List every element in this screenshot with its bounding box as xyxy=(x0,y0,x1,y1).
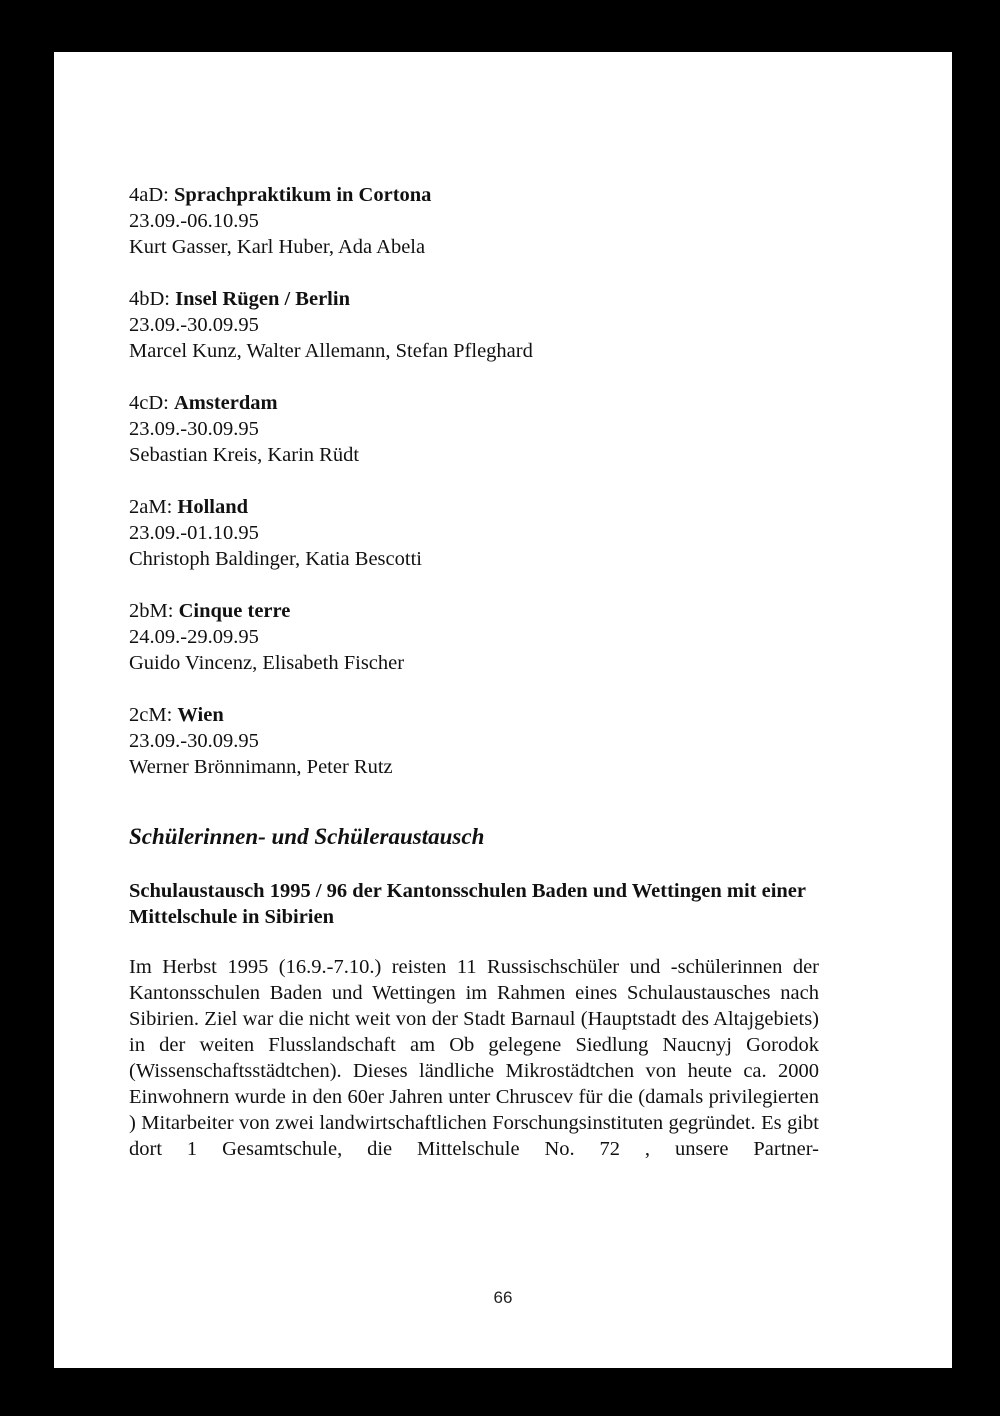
trip-destination: Wien xyxy=(177,704,224,726)
subsection-title: Schulaustausch 1995 / 96 der Kantonsschulen Baden und Wettingen mit einer Mittelschule in Sibirien xyxy=(129,880,806,928)
trip-destination: Sprachpraktikum in Cortona xyxy=(173,184,432,206)
trip-code: 4bD: xyxy=(129,288,176,310)
document-page xyxy=(54,52,952,1368)
trip-heading xyxy=(129,182,819,208)
trip-entry xyxy=(129,182,819,260)
trip-dates: 23.09.-30.09.95 xyxy=(129,314,259,336)
trip-entry xyxy=(129,390,819,468)
trip-leaders: Werner Brönnimann, Peter Rutz xyxy=(129,756,393,778)
trip-dates: 23.09.-01.10.95 xyxy=(129,522,259,544)
trip-heading xyxy=(129,494,819,520)
trip-code: 2bM: xyxy=(129,600,179,622)
trip-heading xyxy=(129,286,819,312)
trip-code: 2aM: xyxy=(129,496,178,518)
trip-code: 4cD: xyxy=(129,392,174,414)
trip-leaders: Christoph Baldinger, Katia Bescotti xyxy=(129,548,422,570)
trip-destination: Holland xyxy=(177,496,249,518)
page-content xyxy=(129,182,819,1162)
body-paragraph: Im Herbst 1995 (16.9.-7.10.) reisten 11 Russischschüler und -schülerinnen der Kantonsschulen Baden und Wettingen im Rahmen eines Schulaustausches nach Sibirien. Ziel war die nicht weit von der Stadt Barnaul (Hauptstadt des Altajgebiets) in der weiten Flusslandschaft am Ob gelegene Siedlung Naucnyj Gorodok (Wissenschaftsstädtchen). Dieses ländliche Mikrostädtchen von heute ca. 2000 Einwohnern wurde in den 60er Jahren unter Chruscev für die (damals privilegierten ) Mitarbeiter von zwei landwirtschaftlichen Forschungsinstituten gegründet. Es gibt dort 1 Gesamtschule, die Mittelschule No. 72 , unsere Partner- xyxy=(129,956,819,1160)
section-title: Schülerinnen- und Schüleraustausch xyxy=(129,824,485,849)
trip-leaders: Marcel Kunz, Walter Allemann, Stefan Pfleghard xyxy=(129,340,533,362)
trip-leaders: Kurt Gasser, Karl Huber, Ada Abela xyxy=(129,236,426,258)
trip-heading xyxy=(129,702,819,728)
trip-destination: Amsterdam xyxy=(173,392,278,414)
trip-destination: Cinque terre xyxy=(178,600,291,622)
trip-entry xyxy=(129,494,819,572)
trip-code: 4aD: xyxy=(129,184,174,206)
trip-destination: Insel Rügen / Berlin xyxy=(175,288,350,310)
trip-leaders: Sebastian Kreis, Karin Rüdt xyxy=(129,444,360,466)
trip-heading xyxy=(129,598,819,624)
trip-entry xyxy=(129,598,819,676)
trip-dates: 23.09.-30.09.95 xyxy=(129,730,259,752)
trip-dates: 24.09.-29.09.95 xyxy=(129,626,259,648)
page-number: 66 xyxy=(493,1288,513,1307)
trip-entry xyxy=(129,702,819,780)
trip-code: 2cM: xyxy=(129,704,178,726)
trip-dates: 23.09.-06.10.95 xyxy=(129,210,259,232)
trip-dates: 23.09.-30.09.95 xyxy=(129,418,259,440)
trip-leaders: Guido Vincenz, Elisabeth Fischer xyxy=(129,652,405,674)
trip-entry xyxy=(129,286,819,364)
trip-heading xyxy=(129,390,819,416)
